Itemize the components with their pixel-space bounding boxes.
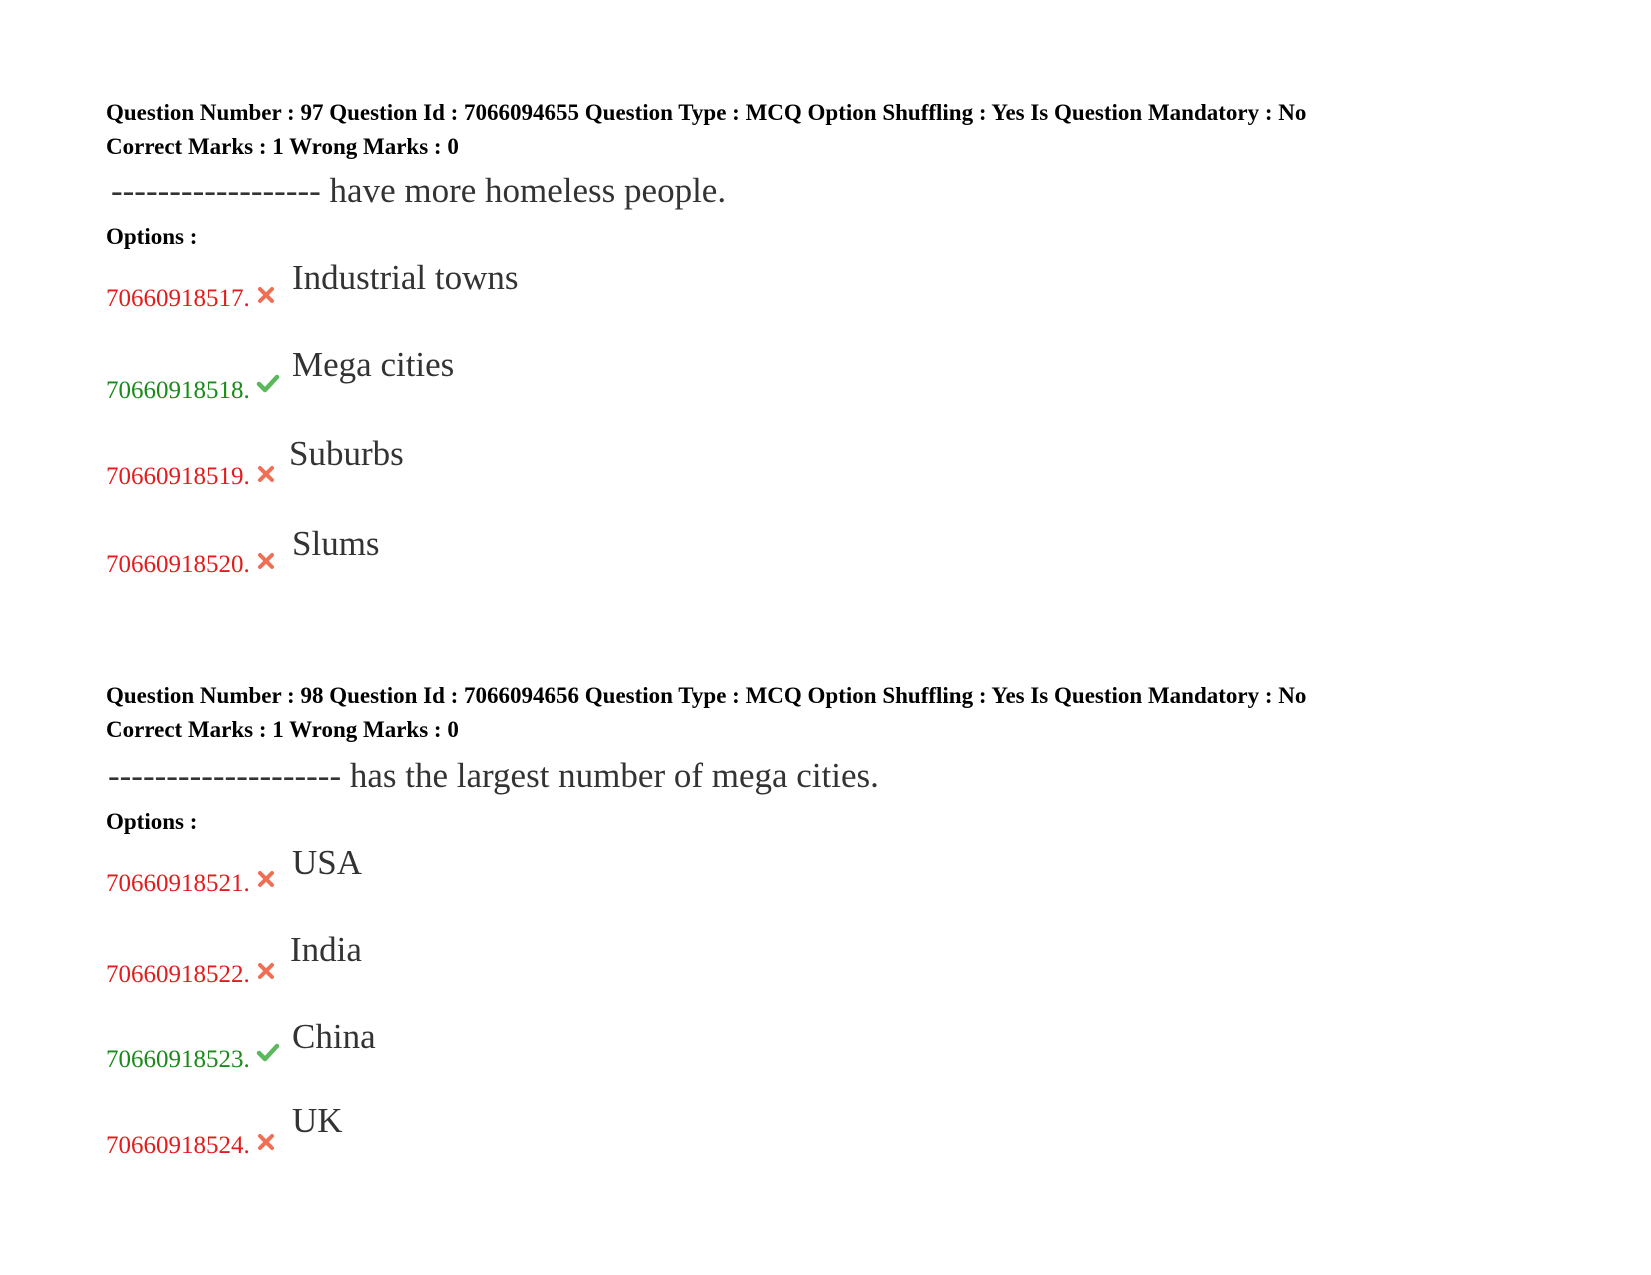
option-text: Industrial towns xyxy=(292,258,519,297)
option-item xyxy=(106,345,1586,446)
question-meta-line1: Question Number : 97 Question Id : 7066094655 Question Type : MCQ Option Shuffling : Yes Is Question Mandatory : No xyxy=(106,100,1307,125)
cross-icon xyxy=(256,551,276,571)
option-text: India xyxy=(290,930,362,969)
option-text: Mega cities xyxy=(292,345,455,384)
option-id: 70660918520. xyxy=(106,551,250,578)
question-97 xyxy=(106,96,1586,630)
option-id: 70660918518. xyxy=(106,377,250,404)
option-id: 70660918523. xyxy=(106,1046,250,1073)
option-text: USA xyxy=(292,843,363,882)
option-text: Slums xyxy=(292,524,380,563)
option-text: Suburbs xyxy=(289,434,404,473)
option-item xyxy=(106,843,1586,939)
option-id: 70660918521. xyxy=(106,870,250,897)
option-id: 70660918517. xyxy=(106,285,250,312)
question-meta-line2: Correct Marks : 1 Wrong Marks : 0 xyxy=(106,134,459,159)
options-label: Options : xyxy=(106,224,198,249)
option-text: China xyxy=(292,1017,376,1056)
option-id: 70660918524. xyxy=(106,1132,250,1159)
cross-icon xyxy=(256,961,276,981)
options-label: Options : xyxy=(106,809,198,834)
cross-icon xyxy=(256,1132,276,1152)
cross-icon xyxy=(256,869,276,889)
cross-icon xyxy=(256,285,276,305)
question-meta-line2: Correct Marks : 1 Wrong Marks : 0 xyxy=(106,717,459,742)
question-stem: ------------------ have more homeless people. xyxy=(111,171,727,210)
question-meta-line1: Question Number : 98 Question Id : 7066094656 Question Type : MCQ Option Shuffling : Yes Is Question Mandatory : No xyxy=(106,683,1307,708)
option-id: 70660918519. xyxy=(106,463,250,490)
question-98 xyxy=(106,679,1586,1215)
option-id: 70660918522. xyxy=(106,961,250,988)
check-icon xyxy=(256,374,280,394)
cross-icon xyxy=(256,464,276,484)
option-item xyxy=(106,524,1586,630)
option-item xyxy=(106,258,1586,354)
check-icon xyxy=(256,1043,280,1063)
question-stem: -------------------- has the largest number of mega cities. xyxy=(108,756,879,795)
option-text: UK xyxy=(292,1101,343,1140)
option-item xyxy=(106,1101,1586,1215)
